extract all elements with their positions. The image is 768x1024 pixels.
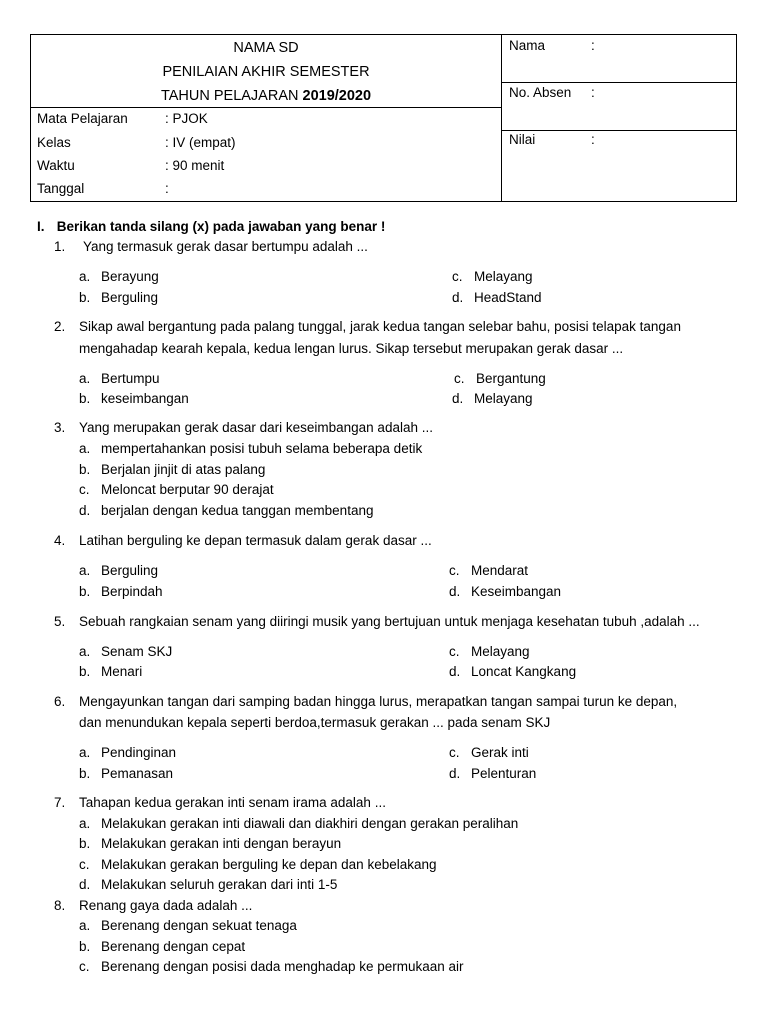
- option-text: Bergantung: [476, 371, 546, 386]
- option-1c[interactable]: [452, 269, 533, 284]
- option-letter: c.: [452, 269, 463, 284]
- option-text: Melayang: [474, 269, 533, 284]
- option-3d[interactable]: [79, 503, 373, 518]
- question-text: Renang gaya dada adalah ...: [79, 898, 253, 913]
- option-letter: a.: [79, 441, 91, 456]
- option-letter: d.: [79, 503, 91, 518]
- section-instruction: Berikan tanda silang (x) pada jawaban yang benar !: [56, 219, 386, 234]
- question-number: 3.: [54, 420, 66, 435]
- question-text: Sebuah rangkaian senam yang diiringi musik yang bertujuan untuk menjaga kesehatan tubuh ,adalah ...: [79, 614, 700, 629]
- option-letter: d.: [452, 391, 464, 406]
- option-letter: d.: [449, 584, 461, 599]
- question-text: Tahapan kedua gerakan inti senam irama adalah ...: [79, 795, 386, 810]
- option-text: Melakukan gerakan berguling ke depan dan kebelakang: [101, 857, 437, 872]
- option-text: mempertahankan posisi tubuh selama beberapa detik: [101, 441, 423, 456]
- option-letter: d.: [452, 290, 464, 305]
- name-label: Nama: [509, 38, 546, 53]
- name-field[interactable]: [501, 35, 736, 83]
- option-5a[interactable]: [79, 644, 172, 659]
- option-3a[interactable]: [79, 441, 422, 456]
- option-2d[interactable]: [452, 391, 533, 406]
- option-letter: c.: [449, 563, 460, 578]
- option-text: Berenang dengan cepat: [101, 939, 246, 954]
- option-text: Mendarat: [471, 563, 529, 578]
- option-letter: b.: [79, 462, 91, 477]
- option-letter: c.: [79, 482, 90, 497]
- option-letter: a.: [79, 371, 91, 386]
- option-text: Melayang: [474, 391, 533, 406]
- option-letter: a.: [79, 745, 91, 760]
- option-8c[interactable]: [79, 959, 464, 974]
- option-text: HeadStand: [474, 290, 542, 305]
- option-letter: a.: [79, 644, 91, 659]
- option-letter: d.: [449, 664, 461, 679]
- info-value: : PJOK: [165, 111, 208, 126]
- option-text: Berguling: [101, 290, 159, 305]
- option-5c[interactable]: [449, 644, 530, 659]
- option-text: Melakukan seluruh gerakan dari inti 1-5: [101, 877, 338, 892]
- question-2-line-2: mengahadap kearah kepala, kedua lengan lurus. Sikap tersebut merupakan gerak dasar ...: [79, 341, 624, 356]
- name-colon: :: [591, 38, 595, 53]
- exam-name: PENILAIAN AKHIR SEMESTER: [162, 64, 370, 80]
- question-number: 7.: [54, 795, 66, 810]
- academic-year-label: TAHUN PELAJARAN: [160, 88, 303, 104]
- score-field[interactable]: [501, 131, 736, 201]
- option-letter: a.: [79, 563, 91, 578]
- option-letter: c.: [79, 959, 90, 974]
- option-2a[interactable]: [79, 371, 160, 386]
- option-text: Loncat Kangkang: [471, 664, 577, 679]
- option-text: Melayang: [471, 644, 530, 659]
- option-letter: c.: [449, 644, 460, 659]
- option-8a[interactable]: [79, 918, 297, 933]
- option-text: berjalan dengan kedua tanggan membentang: [101, 503, 374, 518]
- option-text: Gerak inti: [471, 745, 529, 760]
- question-text: Sikap awal bergantung pada palang tunggal, jarak kedua tangan selebar bahu, posisi telapak tangan: [79, 319, 681, 334]
- option-6b[interactable]: [79, 766, 173, 781]
- info-label: Tanggal: [37, 181, 85, 196]
- question-number: 4.: [54, 533, 66, 548]
- header-title-block: [31, 35, 501, 108]
- option-letter: c.: [449, 745, 460, 760]
- option-text: keseimbangan: [101, 391, 189, 406]
- option-text: Berjalan jinjit di atas palang: [101, 462, 266, 477]
- option-letter: c.: [454, 371, 465, 386]
- option-7c[interactable]: [79, 857, 437, 872]
- absence-number-label: No. Absen: [509, 85, 572, 100]
- option-4a[interactable]: [79, 563, 158, 578]
- option-letter: b.: [79, 939, 91, 954]
- info-label: Mata Pelajaran: [37, 111, 128, 126]
- option-6c[interactable]: [449, 745, 529, 760]
- option-6d[interactable]: [449, 766, 536, 781]
- option-4b[interactable]: [79, 584, 163, 599]
- academic-year: [31, 84, 501, 108]
- option-1d[interactable]: [452, 290, 542, 305]
- option-letter: a.: [79, 918, 91, 933]
- option-text: Berenang dengan posisi dada menghadap ke permukaan air: [101, 959, 464, 974]
- option-2c[interactable]: [454, 371, 546, 386]
- option-letter: b.: [79, 584, 91, 599]
- option-1b[interactable]: [79, 290, 158, 305]
- option-text: Berenang dengan sekuat tenaga: [101, 918, 297, 933]
- option-text: Menari: [101, 664, 143, 679]
- option-letter: b.: [79, 664, 91, 679]
- section-number: I.: [37, 219, 45, 234]
- option-letter: c.: [79, 857, 90, 872]
- option-4c[interactable]: [449, 563, 528, 578]
- option-5d[interactable]: [449, 664, 576, 679]
- option-letter: a.: [79, 816, 91, 831]
- absence-number-colon: :: [591, 85, 595, 100]
- info-label: Kelas: [37, 135, 71, 150]
- option-4d[interactable]: [449, 584, 561, 599]
- option-7d[interactable]: [79, 877, 337, 892]
- option-text: Berpindah: [101, 584, 163, 599]
- option-text: Melakukan gerakan inti dengan berayun: [101, 836, 342, 851]
- school-name: NAMA SD: [233, 40, 299, 56]
- option-7b[interactable]: [79, 836, 341, 851]
- question-text: Yang merupakan gerak dasar dari keseimbangan adalah ...: [79, 420, 433, 435]
- option-2b[interactable]: [79, 391, 189, 406]
- option-letter: d.: [79, 877, 91, 892]
- option-text: Pendinginan: [101, 745, 177, 760]
- option-text: Pelenturan: [471, 766, 537, 781]
- option-7a[interactable]: [79, 816, 518, 831]
- option-text: Meloncat berputar 90 derajat: [101, 482, 274, 497]
- academic-year-value: 2019/2020: [302, 88, 372, 104]
- option-letter: b.: [79, 391, 91, 406]
- option-5b[interactable]: [79, 664, 142, 679]
- option-letter: b.: [79, 290, 91, 305]
- option-8b[interactable]: [79, 939, 245, 954]
- option-letter: d.: [449, 766, 461, 781]
- option-letter: b.: [79, 836, 91, 851]
- option-text: Berguling: [101, 563, 159, 578]
- option-text: Bertumpu: [101, 371, 160, 386]
- question-text: Latihan berguling ke depan termasuk dalam gerak dasar ...: [79, 533, 432, 548]
- option-6a[interactable]: [79, 745, 176, 760]
- option-text: Berayung: [101, 269, 159, 284]
- info-value: :: [165, 181, 169, 196]
- info-value: : 90 menit: [165, 158, 225, 173]
- option-text: Senam SKJ: [101, 644, 173, 659]
- absence-number-field[interactable]: [501, 83, 736, 131]
- score-colon: :: [591, 132, 595, 147]
- option-letter: a.: [79, 269, 91, 284]
- info-label: Waktu: [37, 158, 75, 173]
- question-number: 1.: [54, 239, 66, 254]
- score-label: Nilai: [509, 132, 536, 147]
- info-value: : IV (empat): [165, 135, 236, 150]
- option-text: Pemanasan: [101, 766, 174, 781]
- option-text: Keseimbangan: [471, 584, 562, 599]
- question-text: Mengayunkan tangan dari samping badan hingga lurus, merapatkan tangan sampai turun ke depan,: [79, 694, 678, 709]
- question-6-line-2: dan menundukan kepala seperti berdoa,termasuk gerakan ... pada senam SKJ: [79, 715, 551, 730]
- option-3b[interactable]: [79, 462, 265, 477]
- question-text: Yang termasuk gerak dasar bertumpu adalah ...: [83, 239, 368, 254]
- option-3c[interactable]: [79, 482, 274, 497]
- header-right-panel: [501, 35, 736, 201]
- section-title: [37, 219, 385, 234]
- question-number: 8.: [54, 898, 66, 913]
- header-left-panel: [31, 35, 502, 201]
- option-1a[interactable]: [79, 269, 159, 284]
- question-number: 2.: [54, 319, 66, 334]
- option-letter: b.: [79, 766, 91, 781]
- exam-header: [30, 34, 737, 202]
- question-number: 6.: [54, 694, 66, 709]
- question-number: 5.: [54, 614, 66, 629]
- option-text: Melakukan gerakan inti diawali dan diakhiri dengan gerakan peralihan: [101, 816, 519, 831]
